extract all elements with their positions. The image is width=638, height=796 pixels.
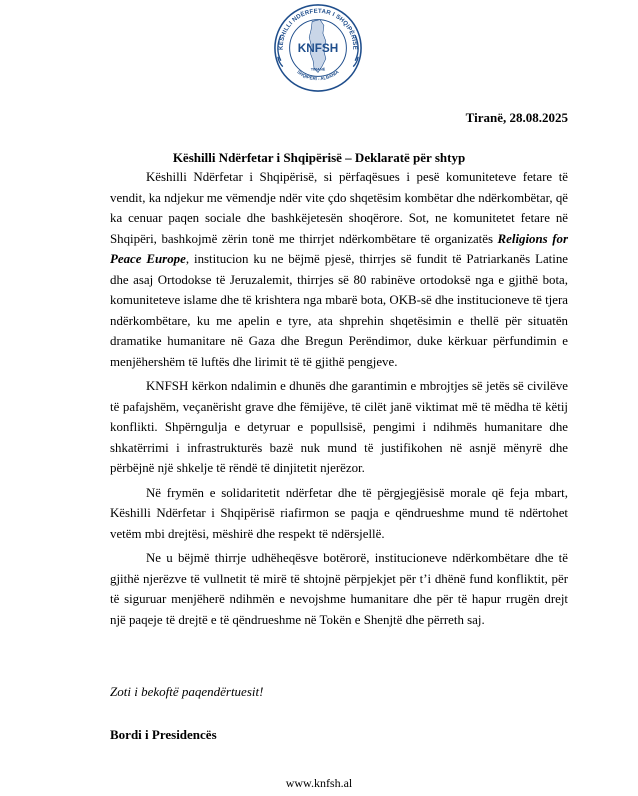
knfsh-logo bbox=[269, 2, 367, 94]
document-body bbox=[110, 167, 568, 634]
footer-website: www.knfsh.al bbox=[285, 776, 353, 790]
logo-city-text: TIRANË bbox=[310, 66, 326, 72]
paragraph-3: Në frymën e solidaritetit ndërfetar dhe të përgjegjësisë morale që feja mbart, Këshilli Ndërfetar i Shqipërisë riafirmon se paqja e qëndrueshme mund të ndërtohet vetëm mbi drejtësi, mëshirë dhe respekt të ndërsjellë. bbox=[110, 485, 568, 541]
paragraph-1-part-a: Këshilli Ndërfetar i Shqipërisë, si përfaqësues i pesë komuniteteve fetare të vendit, ka ndjekur me vëmendje ndër vite çdo shqetësim kombëtar dhe ndërkombëtar, që ka cenuar paqen sociale dhe bashkëjetesën shoqërore. Sot, ne komunitetet fetare në Shqipëri, bashkojmë zërin tonë me thirrjet ndërkombëtare të organizatës bbox=[110, 170, 568, 246]
signature: Bordi i Presidencës bbox=[110, 727, 217, 742]
logo-arc-text: KËSHILLI NDËRFETAR I SHQIPËRISË bbox=[278, 8, 358, 51]
religions-for-peace-emphasis: Religions for Peace Europe bbox=[110, 231, 568, 266]
document-date: Tiranë, 28.08.2025 bbox=[465, 110, 568, 125]
logo-center-text: KNFSH bbox=[297, 41, 339, 55]
closing-line: Zoti i bekoftë paqendërtuesit! bbox=[110, 684, 264, 699]
document-title: Këshilli Ndërfetar i Shqipërisë – Deklaratë për shtyp bbox=[172, 150, 466, 165]
paragraph-2: KNFSH kërkon ndalimin e dhunës dhe garantimin e mbrojtjes së jetës së civilëve të pafajshëm, veçanërisht grave dhe fëmijëve, të cilët janë viktimat më të mëdha të këtij konflikti. Shpërngulja e detyruar e popullsisë, pengimi i ndihmës humanitare dhe shkatërrimi i infrastrukturës bazë nuk mund të justifikohen në asnjë mënyrë dhe përbëjnë një shkelje të rëndë të dinjitetit njerëzor. bbox=[110, 379, 568, 475]
logo-country-text: SHQIPËRI - ALBANIA bbox=[296, 69, 340, 82]
paragraph-1-part-b: , institucion ku ne bëjmë pjesë, thirrjes së fundit të Patriarkanës Latine dhe asaj Ortodokse të Jeruzalemit, thirrjes së 80 rabinëve ortodoksë nga e gjithë bota, komuniteteve islame dhe të krishtera nga mbarë bota, OKB-së dhe institucioneve të tjera ndërkombëtare, ku me apelin e tyre, ata shprehin shqetësimin e thellë për situatën dramatike humanitare në Gaza dhe Bregun Perëndimor, duke kërkuar përfundimin e menjëhershëm të luftës dhe lirimit të të gjithë pengjeve. bbox=[110, 252, 569, 369]
paragraph-1 bbox=[110, 167, 568, 372]
paragraph-4: Ne u bëjmë thirrje udhëheqësve botërorë, institucioneve ndërkombëtare dhe të gjithë njerëzve të vullnetit të mirë të shtojnë përpjekjet për t’i dhënë fund konfliktit, për të siguruar menjëherë ndihmën e nevojshme humanitare dhe për të hapur rrugën drejt një paqeje të drejtë e të qëndrueshme në Tokën e Shenjtë dhe përreth saj. bbox=[110, 551, 568, 627]
